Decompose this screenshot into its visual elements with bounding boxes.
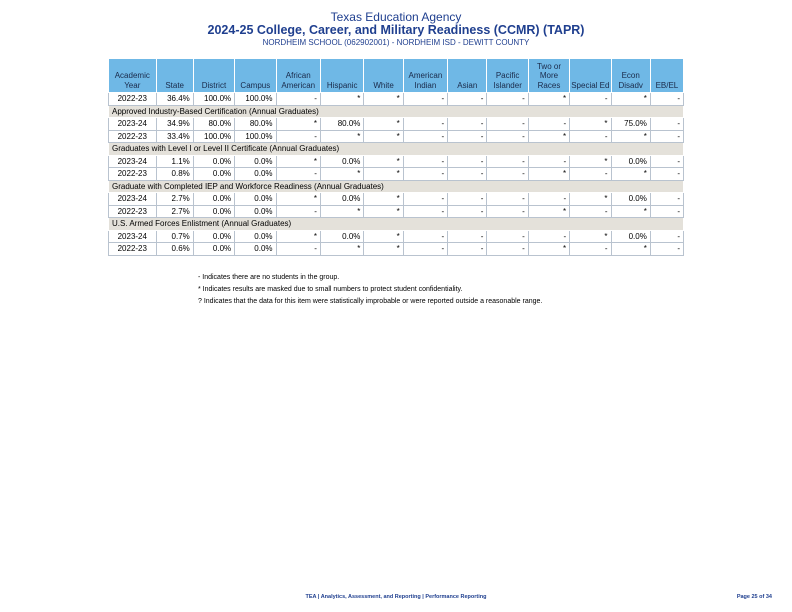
column-header: African American bbox=[276, 59, 320, 93]
footnote-question: ? Indicates that the data for this item were statistically improbable or were reported outside a reasonable range. bbox=[198, 298, 543, 305]
column-header: EB/EL bbox=[650, 59, 683, 93]
value-cell: - bbox=[650, 130, 683, 143]
value-cell: * bbox=[364, 230, 403, 243]
footnote-dash: - Indicates there are no students in the group. bbox=[198, 274, 340, 281]
value-cell: * bbox=[364, 168, 403, 181]
value-cell: * bbox=[570, 118, 611, 131]
value-cell: * bbox=[320, 205, 363, 218]
value-cell: 0.0% bbox=[193, 193, 234, 206]
value-cell: 0.0% bbox=[235, 243, 276, 256]
value-cell: * bbox=[570, 193, 611, 206]
value-cell: - bbox=[276, 168, 320, 181]
value-cell: 100.0% bbox=[235, 93, 276, 106]
value-cell: - bbox=[276, 205, 320, 218]
section-title: Graduate with Completed IEP and Workforce Readiness (Annual Graduates) bbox=[109, 180, 684, 193]
column-header: Academic Year bbox=[109, 59, 157, 93]
value-cell: * bbox=[364, 155, 403, 168]
table-row bbox=[109, 118, 684, 131]
section-header-row bbox=[109, 218, 684, 231]
value-cell: - bbox=[650, 168, 683, 181]
table-row bbox=[109, 205, 684, 218]
value-cell: - bbox=[650, 93, 683, 106]
year-cell: 2022-23 bbox=[109, 130, 157, 143]
year-cell: 2023-24 bbox=[109, 193, 157, 206]
value-cell: - bbox=[487, 168, 528, 181]
value-cell: - bbox=[403, 155, 447, 168]
column-header: American Indian bbox=[403, 59, 447, 93]
value-cell: * bbox=[276, 118, 320, 131]
value-cell: - bbox=[487, 193, 528, 206]
value-cell: - bbox=[276, 130, 320, 143]
value-cell: - bbox=[448, 155, 487, 168]
value-cell: 0.0% bbox=[611, 230, 650, 243]
value-cell: - bbox=[650, 193, 683, 206]
column-header: Asian bbox=[448, 59, 487, 93]
section-header-row bbox=[109, 180, 684, 193]
value-cell: - bbox=[487, 130, 528, 143]
value-cell: 0.0% bbox=[193, 243, 234, 256]
value-cell: * bbox=[570, 230, 611, 243]
report-title: 2024-25 College, Career, and Military Readiness (CCMR) (TAPR) bbox=[207, 23, 585, 37]
value-cell: - bbox=[403, 168, 447, 181]
footnote-asterisk: * Indicates results are masked due to small numbers to protect student confidentiality. bbox=[198, 286, 463, 293]
value-cell: * bbox=[528, 205, 569, 218]
value-cell: * bbox=[611, 130, 650, 143]
value-cell: - bbox=[403, 118, 447, 131]
value-cell: 80.0% bbox=[235, 118, 276, 131]
value-cell: 75.0% bbox=[611, 118, 650, 131]
year-cell: 2023-24 bbox=[109, 155, 157, 168]
value-cell: * bbox=[611, 168, 650, 181]
value-cell: 80.0% bbox=[320, 118, 363, 131]
value-cell: * bbox=[320, 93, 363, 106]
table-row bbox=[109, 155, 684, 168]
value-cell: - bbox=[448, 205, 487, 218]
value-cell: - bbox=[650, 243, 683, 256]
value-cell: - bbox=[528, 155, 569, 168]
header-row bbox=[109, 59, 684, 93]
value-cell: - bbox=[403, 193, 447, 206]
value-cell: - bbox=[487, 155, 528, 168]
value-cell: * bbox=[276, 155, 320, 168]
value-cell: * bbox=[528, 243, 569, 256]
table-row bbox=[109, 93, 684, 106]
table-body bbox=[109, 93, 684, 256]
value-cell: 0.6% bbox=[156, 243, 193, 256]
value-cell: - bbox=[570, 130, 611, 143]
value-cell: * bbox=[320, 243, 363, 256]
value-cell: - bbox=[403, 243, 447, 256]
section-title: Graduates with Level I or Level II Certificate (Annual Graduates) bbox=[109, 143, 684, 156]
value-cell: * bbox=[364, 205, 403, 218]
value-cell: * bbox=[528, 168, 569, 181]
value-cell: 0.0% bbox=[235, 193, 276, 206]
year-cell: 2022-23 bbox=[109, 205, 157, 218]
value-cell: 0.0% bbox=[193, 230, 234, 243]
section-header-row bbox=[109, 105, 684, 118]
value-cell: - bbox=[403, 205, 447, 218]
value-cell: - bbox=[650, 230, 683, 243]
value-cell: * bbox=[276, 230, 320, 243]
column-header: White bbox=[364, 59, 403, 93]
value-cell: 0.7% bbox=[156, 230, 193, 243]
value-cell: - bbox=[487, 93, 528, 106]
value-cell: - bbox=[276, 93, 320, 106]
table-row bbox=[109, 243, 684, 256]
value-cell: - bbox=[487, 243, 528, 256]
value-cell: 0.0% bbox=[320, 230, 363, 243]
value-cell: - bbox=[528, 230, 569, 243]
year-cell: 2022-23 bbox=[109, 168, 157, 181]
value-cell: 0.0% bbox=[193, 168, 234, 181]
agency-name: Texas Education Agency bbox=[330, 10, 462, 24]
value-cell: - bbox=[570, 243, 611, 256]
value-cell: - bbox=[650, 118, 683, 131]
year-cell: 2023-24 bbox=[109, 118, 157, 131]
value-cell: 0.0% bbox=[611, 193, 650, 206]
column-header: Special Ed bbox=[570, 59, 611, 93]
column-header: Pacific Islander bbox=[487, 59, 528, 93]
value-cell: - bbox=[403, 93, 447, 106]
value-cell: - bbox=[403, 230, 447, 243]
table-row bbox=[109, 168, 684, 181]
table-row bbox=[109, 230, 684, 243]
column-header: State bbox=[156, 59, 193, 93]
value-cell: * bbox=[611, 205, 650, 218]
table-row bbox=[109, 193, 684, 206]
value-cell: - bbox=[487, 205, 528, 218]
value-cell: 0.0% bbox=[235, 230, 276, 243]
section-title: U.S. Armed Forces Enlistment (Annual Graduates) bbox=[109, 218, 684, 231]
value-cell: 1.1% bbox=[156, 155, 193, 168]
value-cell: 0.0% bbox=[193, 205, 234, 218]
value-cell: - bbox=[276, 243, 320, 256]
value-cell: * bbox=[528, 130, 569, 143]
school-line: NORDHEIM SCHOOL (062902001) - NORDHEIM ISD - DEWITT COUNTY bbox=[262, 38, 530, 47]
value-cell: 100.0% bbox=[193, 130, 234, 143]
value-cell: - bbox=[448, 168, 487, 181]
value-cell: * bbox=[364, 193, 403, 206]
footnotes bbox=[198, 272, 542, 308]
value-cell: - bbox=[448, 130, 487, 143]
value-cell: - bbox=[487, 118, 528, 131]
ccmr-table bbox=[108, 58, 684, 256]
value-cell: 0.0% bbox=[611, 155, 650, 168]
value-cell: 0.0% bbox=[193, 155, 234, 168]
value-cell: 2.7% bbox=[156, 205, 193, 218]
value-cell: 0.0% bbox=[235, 155, 276, 168]
value-cell: 80.0% bbox=[193, 118, 234, 131]
value-cell: 2.7% bbox=[156, 193, 193, 206]
value-cell: 100.0% bbox=[235, 130, 276, 143]
section-title: Approved Industry-Based Certification (Annual Graduates) bbox=[109, 105, 684, 118]
value-cell: * bbox=[320, 168, 363, 181]
value-cell: - bbox=[448, 230, 487, 243]
section-header-row bbox=[109, 143, 684, 156]
value-cell: 36.4% bbox=[156, 93, 193, 106]
value-cell: * bbox=[570, 155, 611, 168]
year-cell: 2023-24 bbox=[109, 230, 157, 243]
value-cell: - bbox=[448, 118, 487, 131]
value-cell: 0.0% bbox=[320, 155, 363, 168]
value-cell: - bbox=[448, 193, 487, 206]
column-header: District bbox=[193, 59, 234, 93]
column-header: Two or More Races bbox=[528, 59, 569, 93]
value-cell: * bbox=[611, 93, 650, 106]
value-cell: - bbox=[650, 205, 683, 218]
value-cell: - bbox=[448, 93, 487, 106]
value-cell: * bbox=[611, 243, 650, 256]
value-cell: - bbox=[528, 118, 569, 131]
value-cell: 100.0% bbox=[193, 93, 234, 106]
value-cell: * bbox=[276, 193, 320, 206]
value-cell: - bbox=[650, 155, 683, 168]
value-cell: - bbox=[570, 205, 611, 218]
value-cell: * bbox=[364, 130, 403, 143]
column-header: Hispanic bbox=[320, 59, 363, 93]
value-cell: - bbox=[570, 93, 611, 106]
value-cell: - bbox=[487, 230, 528, 243]
page-number: Page 25 of 34 bbox=[736, 594, 772, 600]
value-cell: * bbox=[364, 118, 403, 131]
value-cell: 33.4% bbox=[156, 130, 193, 143]
value-cell: 0.0% bbox=[235, 168, 276, 181]
value-cell: * bbox=[364, 93, 403, 106]
year-cell: 2022-23 bbox=[109, 93, 157, 106]
value-cell: * bbox=[320, 130, 363, 143]
value-cell: 34.9% bbox=[156, 118, 193, 131]
value-cell: * bbox=[364, 243, 403, 256]
column-header: Campus bbox=[235, 59, 276, 93]
value-cell: - bbox=[528, 193, 569, 206]
column-header: Econ Disadv bbox=[611, 59, 650, 93]
value-cell: 0.8% bbox=[156, 168, 193, 181]
year-cell: 2022-23 bbox=[109, 243, 157, 256]
value-cell: * bbox=[528, 93, 569, 106]
table-row bbox=[109, 130, 684, 143]
value-cell: - bbox=[448, 243, 487, 256]
footer-credit: TEA | Analytics, Assessment, and Reporting | Performance Reporting bbox=[305, 594, 487, 600]
value-cell: 0.0% bbox=[320, 193, 363, 206]
value-cell: - bbox=[570, 168, 611, 181]
value-cell: - bbox=[403, 130, 447, 143]
value-cell: 0.0% bbox=[235, 205, 276, 218]
